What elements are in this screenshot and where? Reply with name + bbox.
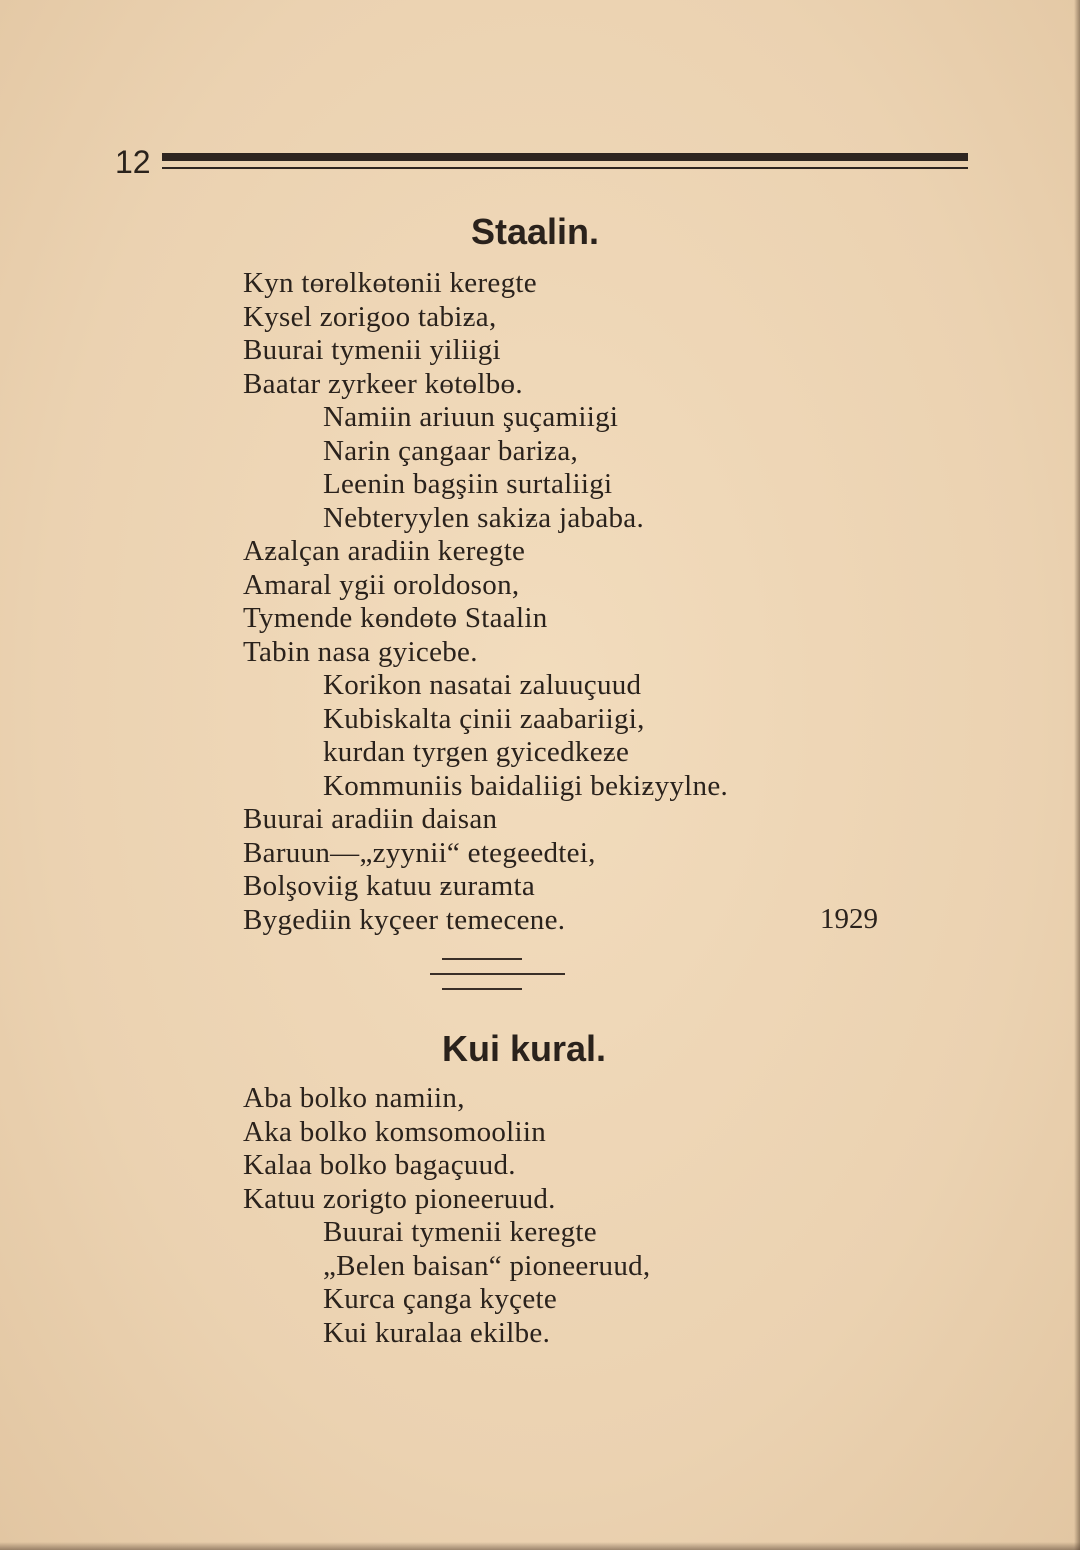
poem-year: 1929: [820, 903, 878, 935]
divider-line: [442, 958, 522, 960]
poem-line: Kurca çanga kyçete: [323, 1283, 558, 1315]
poem-line: Buurai aradiin daisan: [243, 803, 498, 835]
divider-line: [442, 988, 522, 990]
poem-line: Kubiskalta çinii zaabariigi,: [323, 702, 645, 735]
header-rule-thin-line: [162, 167, 968, 169]
poem-line: Leenin bagşiin surtaliigi: [323, 468, 613, 500]
header-rule: [162, 153, 968, 173]
poem-stanza: [323, 1216, 650, 1350]
poem-line: Namiin ariuun şuçamiigi: [323, 401, 619, 433]
poem-line: Kalaa bolko bagaçuud.: [243, 1149, 516, 1181]
poem-stanza: [323, 669, 728, 803]
poem-line: Kyn tɵrɵlkɵtɵnii keregte: [243, 267, 537, 299]
poem-line: Bolşoviig katuu ƶuramta: [243, 870, 536, 902]
poem-stanza: [243, 535, 548, 669]
poem-line: Buurai tymenii yiliigi: [243, 334, 501, 366]
poem-line: Amaral ygii oroldoson,: [243, 568, 520, 601]
header-rule-thick-line: [162, 153, 968, 161]
poem-line: Korikon nasatai zaluuçuud: [323, 669, 642, 701]
poem-line: Baatar zyrkeer kɵtɵlbɵ.: [243, 367, 523, 400]
poem-line: Kui kuralaa ekilbe.: [323, 1316, 551, 1349]
poem-stanza: [243, 803, 596, 937]
poem-stanza: [243, 1082, 556, 1216]
poem-line: Narin çangaar bariƶa,: [323, 434, 579, 467]
poem-title: Kui kural.: [441, 1028, 607, 1069]
poem-line: Aba bolko namiin,: [243, 1082, 465, 1114]
page-bottom-shadow: [0, 1542, 1080, 1550]
section-divider: [430, 958, 565, 992]
poem-line: Kommuniis baidaliigi bekiƶyylne.: [323, 769, 729, 802]
poem-line: Aka bolko komsomooliin: [243, 1115, 547, 1148]
poem-line: Aƶalçan aradiin keregte: [243, 535, 526, 567]
poem-line: Tabin nasa gyicebe.: [243, 635, 478, 668]
poem-line: Bygediin kyçeer temecene.: [243, 903, 566, 936]
poem-line: Baruun—„zyynii“ etegeedtei,: [243, 836, 596, 869]
page-number: 12: [115, 144, 151, 180]
divider-line: [430, 973, 565, 975]
poem-line: Nebteryylen sakiƶa jababa.: [323, 501, 645, 534]
poem-line: kurdan tyrgen gyicedkeƶe: [323, 736, 630, 768]
poem-stanza: [243, 267, 537, 401]
poem-line: „Belen baisan“ pioneeruud,: [323, 1249, 651, 1282]
poem-line: Katuu zorigto pioneeruud.: [243, 1182, 556, 1215]
poem-title: Staalin.: [470, 211, 600, 252]
poem-line: Kysel zorigoo tabiƶa,: [243, 300, 497, 333]
poem-stanza: [323, 401, 644, 535]
poem-line: Tymende kɵndɵtɵ Staalin: [243, 602, 548, 634]
poem-line: Buurai tymenii keregte: [323, 1216, 597, 1248]
